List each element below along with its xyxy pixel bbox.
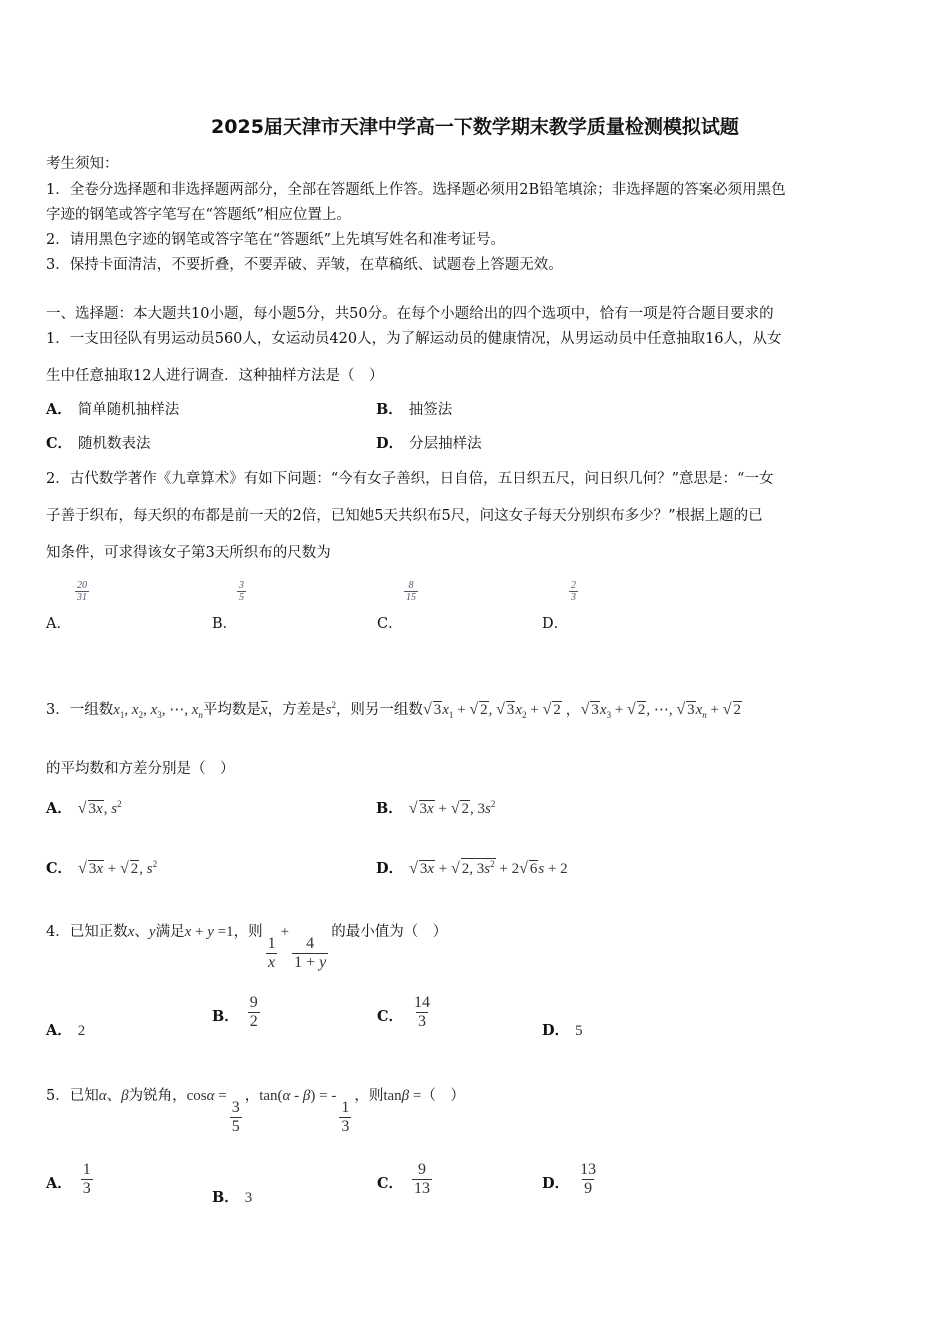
- q5-option-d[interactable]: D． $\frac{13}{9}$: [542, 1161, 597, 1197]
- q4-option-d[interactable]: D． 5: [542, 1022, 583, 1039]
- q3-new-set: √ $3x_1$ + √ 2, √ $3x_2$ + √ 2 ，√ $3x_3$ + √ 2, ⋯, √ $3x_n$ + √ 2: [422, 701, 742, 720]
- q2-option-b-label[interactable]: B．: [212, 616, 238, 632]
- option-text: 抽签法: [408, 402, 453, 418]
- q1-option-a[interactable]: [46, 398, 179, 419]
- notice-item-2: 2．请用黑色字迹的钢笔或答字笔在“答题纸”上先填写姓名和准考证号。: [46, 232, 506, 248]
- option-label: D．: [376, 435, 404, 452]
- q1-line-2: 生中任意抽取12人进行调查．这种抽样方法是（ ）: [46, 368, 384, 384]
- q2-option-d-value: $\frac{2}{3}$: [571, 580, 576, 603]
- q2-line-1: 2．古代数学著作《九章算术》有如下问题：“今有女子善织，日自倍，五日织五尺，问日织几何？”意思是：“一女: [46, 471, 774, 487]
- q2-option-a-value: $\frac{20}{31}$: [77, 580, 87, 603]
- section-heading: 一、选择题：本大题共10小题，每小题5分，共50分。在每个小题给出的四个选项中，恰有一项是符合题目要求的: [46, 306, 774, 322]
- option-text: 简单随机抽样法: [77, 402, 180, 418]
- q3-line-1: 3．一组数$x_1$, $x_2$, $x_3$, ⋯, $x_n$平均数是$\overline{x}$，方差是$s^2$，则另一组数√ $3x_1$ + √ 2, √ $3x_2$ + √ 2 ，√ $3x_3$ + √ 2, ⋯, √ $3x_n$ + √ 2: [46, 700, 742, 720]
- q5-option-b[interactable]: B． 3: [212, 1189, 253, 1206]
- q2-option-d-label[interactable]: D．: [542, 616, 569, 632]
- page-title: 2025届天津市天津中学高一下数学期末教学质量检测模拟试题: [211, 116, 739, 138]
- notice-item-1-cont: 字迹的钢笔或答字笔写在“答题纸”相应位置上。: [46, 207, 351, 223]
- q3-variance: $s^2$: [325, 700, 336, 718]
- q3-option-d[interactable]: D． √ $3\overline{x}$ + √ 2, $3s^2 + 2√$ 6s + 2: [376, 859, 568, 877]
- notice-header: 考生须知：: [46, 156, 119, 172]
- notice-item-3: 3．保持卡面清洁，不要折叠，不要弄破、弄皱，在草稿纸、试题卷上答题无效。: [46, 257, 563, 273]
- q4-option-b[interactable]: B． $\frac{9}{2}$: [212, 994, 258, 1030]
- notice-item-1: 1．全卷分选择题和非选择题两部分，全部在答题纸上作答。选择题必须用2B铅笔填涂；非选择题的答案必须用黑色: [46, 182, 786, 198]
- q2-line-2: 子善于织布，每天织的布都是前一天的2倍，已知她5天共织布5尺，问这女子每天分别织布多少？”根据上题的已: [46, 508, 763, 524]
- q1-option-c[interactable]: [46, 432, 151, 453]
- option-text: 随机数表法: [78, 436, 151, 452]
- option-text: 分层抽样法: [409, 436, 482, 452]
- q2-option-c-label[interactable]: C．: [377, 616, 403, 632]
- option-label: A．: [46, 401, 72, 418]
- option-label: C．: [46, 435, 73, 452]
- q3-option-a[interactable]: A． √ $3\overline{x}$, $s^2$: [46, 799, 122, 817]
- q5-line-1: 5．已知α、β为锐角，cosα = $\frac{3}{5}$ ，tan(α - β) = - $\frac{1}{3}$ ，则tanβ =（ ）: [46, 1088, 465, 1135]
- q3-mean: $\overline{x}$: [260, 702, 268, 718]
- q3-option-b[interactable]: B． √ $3\overline{x}$ + √ 2, $3s^2$: [376, 799, 496, 817]
- q3-option-c[interactable]: C． √ $3\overline{x}$ + √ 2, $s^2$: [46, 859, 158, 877]
- q2-option-c-value: $\frac{8}{15}$: [406, 580, 416, 603]
- q2-line-3: 知条件，可求得该女子第3天所织布的尺数为: [46, 545, 331, 561]
- q2-option-a-label[interactable]: A．: [46, 616, 71, 632]
- q3-line-2: 的平均数和方差分别是（ ）: [46, 761, 235, 777]
- q3-data-set: $x_1$, $x_2$, $x_3$, ⋯, $x_n$: [113, 702, 203, 720]
- q5-option-c[interactable]: C． $\frac{9}{13}$: [377, 1161, 431, 1197]
- q4-option-a[interactable]: A． 2: [46, 1022, 86, 1039]
- q1-option-b[interactable]: [376, 398, 452, 419]
- q2-option-b-value: $\frac{3}{5}$: [239, 580, 244, 603]
- option-label: B．: [376, 401, 403, 418]
- q1-line-1: 1．一支田径队有男运动员560人，女运动员420人，为了解运动员的健康情况，从男运动员中任意抽取16人，从女: [46, 331, 782, 347]
- q1-option-d[interactable]: [376, 432, 482, 453]
- q5-option-a[interactable]: A． $\frac{1}{3}$: [46, 1161, 91, 1197]
- q4-option-c[interactable]: C． $\frac{14}{3}$: [377, 994, 431, 1030]
- q4-line-1: 4．已知正数x、y满足x + y =1，则 $\frac{1}{x}$ + $\frac{4}{1 + y}$ 的最小值为（ ）: [46, 924, 448, 971]
